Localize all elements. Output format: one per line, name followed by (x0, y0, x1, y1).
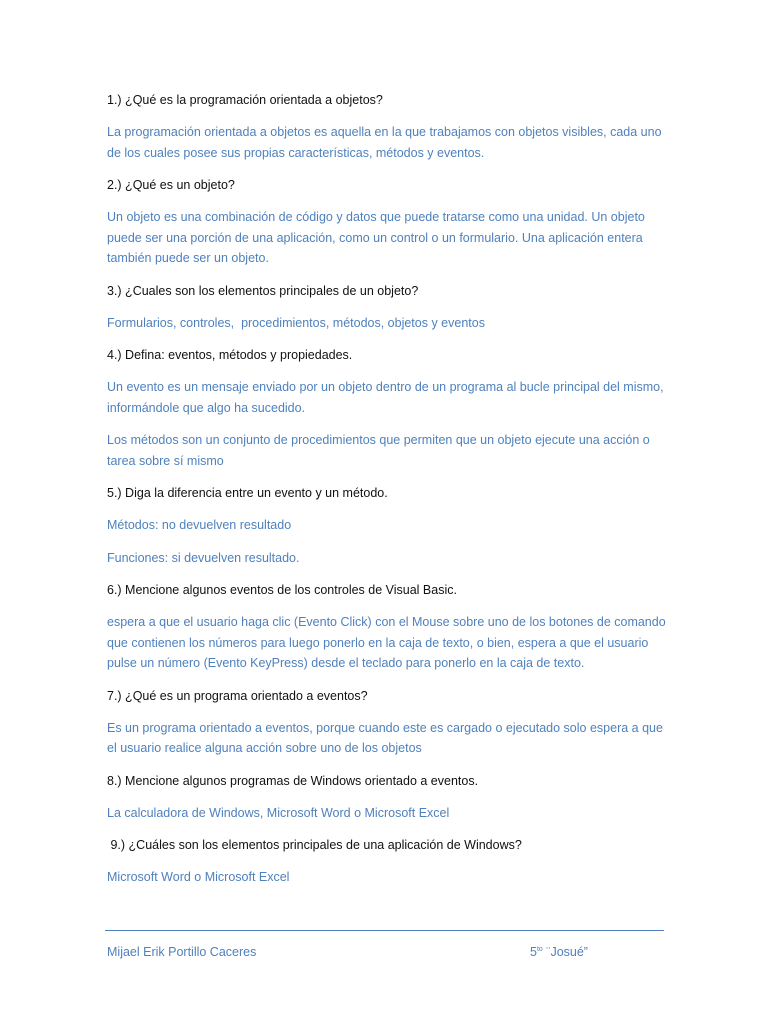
question-2: 2.) ¿Qué es un objeto? (107, 178, 235, 192)
question-4: 4.) Defina: eventos, métodos y propiedades. (107, 348, 353, 362)
question-1: 1.) ¿Qué es la programación orientada a objetos? (107, 93, 383, 107)
answer-1: La programación orientada a objetos es aquella en la que trabajamos con objetos visibles, cada uno de los cuales posee sus propias características, métodos y eventos. (107, 125, 666, 160)
question-6: 6.) Mencione algunos eventos de los controles de Visual Basic. (107, 583, 457, 597)
question-9: 9.) ¿Cuáles son los elementos principales de una aplicación de Windows? (107, 838, 522, 852)
answer-6: espera a que el usuario haga clic (Evento Click) con el Mouse sobre uno de los botones de comando que contienen los números para luego ponerlo en la caja de texto, o bien, espera a que el usuario pulse un número (Evento KeyPress) desde el teclado para ponerlo en la caja de texto. (107, 615, 670, 670)
question-7: 7.) ¿Qué es un programa orientado a eventos? (107, 688, 368, 703)
footer-author: Mijael Erik Portillo Caceres (107, 945, 257, 959)
answer-2: Un objeto es una combinación de código y datos que puede tratarse como una unidad. Un objeto puede ser una porción de una aplicación, como un control o un formulario. Una aplicación entera también puede ser un objeto. (107, 210, 649, 265)
question-3: 3.) ¿Cuales son los elementos principales de un objeto? (107, 283, 419, 298)
question-5: 5.) Diga la diferencia entre un evento y un método. (107, 486, 388, 500)
document-body (107, 90, 670, 900)
grade-suffix: to (536, 945, 543, 953)
question-8: 8.) Mencione algunos programas de Windows orientado a eventos. (107, 773, 479, 788)
answer-4-metodos: Los métodos son un conjunto de procedimientos que permiten que un objeto ejecute una acción o tarea sobre sí mismo (107, 433, 654, 468)
answer-3: Formularios, controles, procedimientos, métodos, objetos y eventos (107, 315, 485, 330)
answer-5-funciones: Funciones: si devuelven resultado. (107, 550, 300, 565)
grade-number: 5 (530, 945, 537, 959)
answer-7: Es un programa orientado a eventos, porque cuando este es cargado o ejecutado solo espera a que el usuario realice alguna acción sobre uno de los objetos (107, 720, 667, 755)
grade-section: ¨Josué” (546, 945, 588, 959)
answer-8: La calculadora de Windows, Microsoft Word o Microsoft Excel (107, 805, 450, 820)
answer-5-metodos: Métodos: no devuelven resultado (107, 518, 292, 532)
answer-4-eventos: Un evento es un mensaje enviado por un objeto dentro de un programa al bucle principal del mismo, informándole que algo ha sucedido. (107, 380, 668, 415)
footer-grade (530, 943, 588, 961)
footer-divider (105, 930, 664, 931)
answer-9: Microsoft Word o Microsoft Excel (107, 870, 290, 884)
